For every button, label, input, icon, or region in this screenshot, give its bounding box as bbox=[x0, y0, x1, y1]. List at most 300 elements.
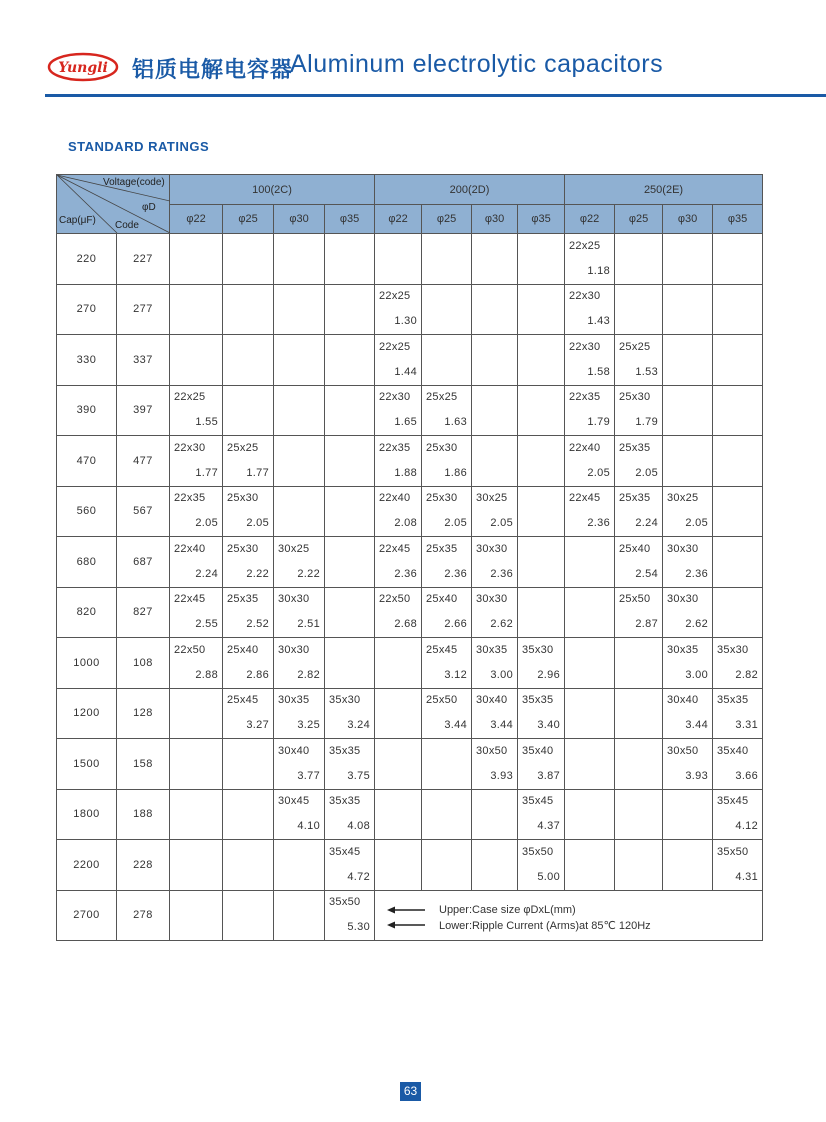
rating-cell bbox=[274, 284, 325, 335]
case-size: 35x35 bbox=[329, 795, 361, 808]
rating-cell bbox=[223, 486, 274, 537]
rating-cell bbox=[274, 486, 325, 537]
ripple-current: 1.86 bbox=[444, 466, 467, 479]
rating-cell bbox=[472, 486, 518, 537]
legend-lower bbox=[387, 919, 651, 932]
legend-cell bbox=[375, 890, 763, 941]
ripple-current: 1.79 bbox=[587, 416, 610, 429]
rating-cell bbox=[274, 234, 325, 285]
table-row bbox=[57, 840, 763, 891]
ripple-current: 2.05 bbox=[490, 517, 513, 530]
case-size: 22x35 bbox=[174, 492, 206, 505]
case-size: 30x40 bbox=[667, 694, 699, 707]
rating-cell bbox=[375, 739, 422, 790]
yungli-logo bbox=[47, 52, 119, 82]
rating-cell bbox=[422, 789, 472, 840]
ripple-current: 2.82 bbox=[297, 668, 320, 681]
table-row bbox=[57, 638, 763, 689]
case-size: 25x40 bbox=[426, 593, 458, 606]
capacitance-cell: 560 bbox=[57, 486, 117, 537]
rating-cell bbox=[325, 436, 375, 487]
rating-cell bbox=[663, 385, 713, 436]
rating-cell bbox=[422, 537, 472, 588]
ripple-current: 1.79 bbox=[635, 416, 658, 429]
case-size: 22x35 bbox=[379, 441, 411, 454]
case-size: 22x30 bbox=[379, 391, 411, 404]
table-row bbox=[57, 587, 763, 638]
ripple-current: 2.36 bbox=[490, 567, 513, 580]
capacitance-cell: 2700 bbox=[57, 890, 117, 941]
table-row bbox=[57, 890, 763, 941]
rating-cell bbox=[565, 385, 615, 436]
rating-cell bbox=[663, 638, 713, 689]
rating-cell bbox=[422, 587, 472, 638]
legend-upper bbox=[387, 904, 576, 916]
rating-cell bbox=[615, 486, 663, 537]
capacitance-cell: 1800 bbox=[57, 789, 117, 840]
rating-cell bbox=[615, 638, 663, 689]
rating-cell bbox=[274, 587, 325, 638]
ripple-current: 2.36 bbox=[394, 567, 417, 580]
case-size: 30x30 bbox=[667, 593, 699, 606]
rating-cell bbox=[518, 688, 565, 739]
table-row bbox=[57, 385, 763, 436]
rating-cell bbox=[713, 688, 763, 739]
ripple-current: 4.37 bbox=[537, 820, 560, 833]
rating-cell bbox=[615, 789, 663, 840]
rating-cell bbox=[325, 385, 375, 436]
ripple-current: 3.00 bbox=[685, 668, 708, 681]
ripple-current: 3.00 bbox=[490, 668, 513, 681]
rating-cell bbox=[472, 587, 518, 638]
rating-cell bbox=[170, 587, 223, 638]
ripple-current: 1.65 bbox=[394, 416, 417, 429]
case-size: 25x30 bbox=[426, 441, 458, 454]
code-cell: 278 bbox=[117, 890, 170, 941]
voltage-group-header: 200(2D) bbox=[375, 175, 565, 205]
rating-cell bbox=[325, 486, 375, 537]
rating-cell bbox=[325, 284, 375, 335]
case-size: 30x35 bbox=[476, 643, 508, 656]
ripple-current: 2.55 bbox=[195, 618, 218, 631]
ripple-current: 2.05 bbox=[587, 466, 610, 479]
rating-cell bbox=[713, 789, 763, 840]
rating-cell bbox=[615, 587, 663, 638]
rating-cell bbox=[422, 638, 472, 689]
ripple-current: 4.10 bbox=[297, 820, 320, 833]
ripple-current: 1.30 bbox=[394, 315, 417, 328]
table-row bbox=[57, 688, 763, 739]
case-size: 30x40 bbox=[476, 694, 508, 707]
ripple-current: 3.77 bbox=[297, 769, 320, 782]
rating-cell bbox=[170, 840, 223, 891]
rating-cell bbox=[713, 587, 763, 638]
diameter-header: φ22 bbox=[375, 205, 422, 234]
case-size: 22x40 bbox=[569, 441, 601, 454]
code-cell: 227 bbox=[117, 234, 170, 285]
case-size: 30x35 bbox=[278, 694, 310, 707]
diameter-label: φD bbox=[142, 202, 156, 213]
code-cell: 477 bbox=[117, 436, 170, 487]
rating-cell bbox=[170, 335, 223, 386]
table-row bbox=[57, 436, 763, 487]
title-english: Aluminum electrolytic capacitors bbox=[290, 50, 664, 78]
case-size: 25x35 bbox=[619, 441, 651, 454]
ripple-current: 4.31 bbox=[735, 870, 759, 883]
case-size: 30x50 bbox=[667, 744, 699, 757]
rating-cell bbox=[422, 385, 472, 436]
table-row bbox=[57, 335, 763, 386]
rating-cell bbox=[375, 486, 422, 537]
rating-cell bbox=[565, 234, 615, 285]
rating-cell bbox=[713, 436, 763, 487]
case-size: 30x50 bbox=[476, 744, 508, 757]
rating-cell bbox=[325, 890, 375, 941]
rating-cell bbox=[170, 436, 223, 487]
rating-cell bbox=[663, 486, 713, 537]
rating-cell bbox=[325, 234, 375, 285]
rating-cell bbox=[170, 234, 223, 285]
rating-cell bbox=[223, 688, 274, 739]
page-number: 63 bbox=[400, 1082, 421, 1101]
rating-cell bbox=[472, 789, 518, 840]
case-size: 22x30 bbox=[569, 340, 601, 353]
rating-cell bbox=[375, 587, 422, 638]
rating-cell bbox=[223, 789, 274, 840]
ripple-current: 3.44 bbox=[685, 719, 708, 732]
ripple-current: 4.12 bbox=[735, 820, 759, 833]
rating-cell bbox=[170, 486, 223, 537]
rating-cell bbox=[375, 537, 422, 588]
case-size: 22x50 bbox=[379, 593, 411, 606]
rating-cell bbox=[325, 335, 375, 386]
ripple-current: 3.75 bbox=[347, 769, 370, 782]
code-cell: 188 bbox=[117, 789, 170, 840]
rating-cell bbox=[565, 587, 615, 638]
svg-text:Yungli: Yungli bbox=[58, 60, 108, 76]
rating-cell bbox=[565, 284, 615, 335]
ripple-current: 1.44 bbox=[394, 365, 417, 378]
rating-cell bbox=[375, 840, 422, 891]
rating-cell bbox=[274, 890, 325, 941]
ripple-current: 1.18 bbox=[587, 264, 610, 277]
rating-cell bbox=[615, 385, 663, 436]
rating-cell bbox=[472, 739, 518, 790]
code-cell: 277 bbox=[117, 284, 170, 335]
rating-cell bbox=[325, 587, 375, 638]
rating-cell bbox=[615, 335, 663, 386]
ripple-current: 3.27 bbox=[246, 719, 269, 732]
rating-cell bbox=[375, 385, 422, 436]
case-size: 25x50 bbox=[426, 694, 458, 707]
rating-cell bbox=[223, 739, 274, 790]
rating-cell bbox=[518, 537, 565, 588]
ripple-current: 2.05 bbox=[195, 517, 218, 530]
ripple-current: 3.24 bbox=[347, 719, 370, 732]
code-cell: 158 bbox=[117, 739, 170, 790]
case-size: 25x25 bbox=[426, 391, 458, 404]
diameter-header: φ22 bbox=[170, 205, 223, 234]
capacitance-cell: 1200 bbox=[57, 688, 117, 739]
rating-cell bbox=[565, 739, 615, 790]
ripple-current: 5.00 bbox=[537, 870, 560, 883]
ripple-current: 1.43 bbox=[587, 315, 610, 328]
case-size: 25x30 bbox=[426, 492, 458, 505]
ripple-current: 2.24 bbox=[195, 567, 218, 580]
rating-cell bbox=[223, 284, 274, 335]
ripple-current: 2.62 bbox=[490, 618, 513, 631]
rating-cell bbox=[274, 335, 325, 386]
case-size: 22x25 bbox=[569, 239, 601, 252]
ripple-current: 3.12 bbox=[444, 668, 467, 681]
rating-cell bbox=[615, 840, 663, 891]
rating-cell bbox=[663, 284, 713, 335]
rating-cell bbox=[713, 234, 763, 285]
case-size: 35x50 bbox=[717, 845, 749, 858]
case-size: 25x30 bbox=[619, 391, 651, 404]
case-size: 22x45 bbox=[174, 593, 206, 606]
rating-cell bbox=[274, 385, 325, 436]
diameter-header: φ35 bbox=[713, 205, 763, 234]
rating-cell bbox=[663, 335, 713, 386]
case-size: 35x30 bbox=[717, 643, 749, 656]
rating-cell bbox=[518, 789, 565, 840]
rating-cell bbox=[713, 284, 763, 335]
diameter-header: φ25 bbox=[223, 205, 274, 234]
case-size: 25x30 bbox=[227, 492, 259, 505]
table-row bbox=[57, 739, 763, 790]
ripple-current: 2.87 bbox=[635, 618, 658, 631]
case-size: 30x35 bbox=[667, 643, 699, 656]
case-size: 35x30 bbox=[522, 643, 554, 656]
code-cell: 687 bbox=[117, 537, 170, 588]
rating-cell bbox=[518, 436, 565, 487]
rating-cell bbox=[565, 436, 615, 487]
rating-cell bbox=[518, 840, 565, 891]
rating-cell bbox=[274, 688, 325, 739]
rating-cell bbox=[375, 688, 422, 739]
case-size: 30x30 bbox=[476, 593, 508, 606]
case-size: 22x40 bbox=[174, 542, 206, 555]
cap-label: Cap(μF) bbox=[59, 215, 96, 226]
ripple-current: 2.05 bbox=[685, 517, 708, 530]
rating-cell bbox=[223, 537, 274, 588]
rating-cell bbox=[422, 840, 472, 891]
rating-cell bbox=[663, 739, 713, 790]
ripple-current: 2.05 bbox=[444, 517, 467, 530]
ripple-current: 3.66 bbox=[735, 769, 759, 782]
rating-cell bbox=[223, 840, 274, 891]
rating-cell bbox=[422, 234, 472, 285]
rating-cell bbox=[713, 335, 763, 386]
diameter-header: φ30 bbox=[274, 205, 325, 234]
ripple-current: 2.51 bbox=[297, 618, 320, 631]
ripple-current: 2.36 bbox=[685, 567, 708, 580]
case-size: 22x25 bbox=[379, 290, 411, 303]
rating-cell bbox=[375, 234, 422, 285]
rating-cell bbox=[422, 335, 472, 386]
ripple-current: 2.24 bbox=[635, 517, 658, 530]
rating-cell bbox=[615, 284, 663, 335]
voltage-group-header: 250(2E) bbox=[565, 175, 763, 205]
rating-cell bbox=[170, 537, 223, 588]
case-size: 22x35 bbox=[569, 391, 601, 404]
case-size: 22x40 bbox=[379, 492, 411, 505]
rating-cell bbox=[325, 789, 375, 840]
ripple-current: 3.93 bbox=[685, 769, 708, 782]
capacitance-cell: 220 bbox=[57, 234, 117, 285]
diameter-header: φ30 bbox=[663, 205, 713, 234]
ripple-current: 2.88 bbox=[195, 668, 218, 681]
rating-cell bbox=[170, 688, 223, 739]
case-size: 25x25 bbox=[227, 441, 259, 454]
rating-cell bbox=[663, 688, 713, 739]
ripple-current: 2.36 bbox=[587, 517, 610, 530]
rating-cell bbox=[663, 840, 713, 891]
ripple-current: 1.58 bbox=[587, 365, 610, 378]
case-size: 22x45 bbox=[569, 492, 601, 505]
rating-cell bbox=[615, 739, 663, 790]
rating-cell bbox=[472, 385, 518, 436]
code-cell: 827 bbox=[117, 587, 170, 638]
ripple-current: 4.72 bbox=[347, 870, 370, 883]
rating-cell bbox=[325, 537, 375, 588]
table-corner-header bbox=[57, 175, 170, 234]
diameter-header: φ30 bbox=[472, 205, 518, 234]
rating-cell bbox=[565, 789, 615, 840]
rating-cell bbox=[713, 840, 763, 891]
ripple-current: 2.82 bbox=[735, 668, 759, 681]
ripple-current: 2.05 bbox=[246, 517, 269, 530]
case-size: 30x30 bbox=[278, 593, 310, 606]
rating-cell bbox=[472, 436, 518, 487]
code-cell: 397 bbox=[117, 385, 170, 436]
case-size: 25x50 bbox=[619, 593, 651, 606]
rating-cell bbox=[713, 486, 763, 537]
rating-cell bbox=[422, 486, 472, 537]
rating-cell bbox=[472, 537, 518, 588]
capacitance-cell: 390 bbox=[57, 385, 117, 436]
capacitance-cell: 820 bbox=[57, 587, 117, 638]
rating-cell bbox=[472, 638, 518, 689]
ripple-current: 2.36 bbox=[444, 567, 467, 580]
code-cell: 337 bbox=[117, 335, 170, 386]
header-rule bbox=[45, 94, 826, 97]
legend-text: Upper:Case size φDxL(mm) bbox=[439, 903, 576, 916]
section-title: STANDARD RATINGS bbox=[68, 139, 210, 154]
ripple-current: 1.77 bbox=[195, 466, 218, 479]
capacitance-cell: 270 bbox=[57, 284, 117, 335]
rating-cell bbox=[565, 688, 615, 739]
rating-cell bbox=[565, 840, 615, 891]
case-size: 30x45 bbox=[278, 795, 310, 808]
ripple-current: 2.66 bbox=[444, 618, 467, 631]
ripple-current: 3.87 bbox=[537, 769, 560, 782]
case-size: 30x30 bbox=[278, 643, 310, 656]
ripple-current: 3.44 bbox=[444, 719, 467, 732]
case-size: 25x45 bbox=[426, 643, 458, 656]
code-label: Code bbox=[115, 220, 139, 231]
rating-cell bbox=[713, 385, 763, 436]
rating-cell bbox=[518, 234, 565, 285]
ripple-current: 2.54 bbox=[635, 567, 658, 580]
rating-cell bbox=[663, 436, 713, 487]
rating-cell bbox=[713, 638, 763, 689]
case-size: 25x35 bbox=[227, 593, 259, 606]
rating-cell bbox=[472, 335, 518, 386]
rating-cell bbox=[274, 789, 325, 840]
rating-cell bbox=[223, 436, 274, 487]
ripple-current: 2.05 bbox=[635, 466, 658, 479]
table-row bbox=[57, 789, 763, 840]
rating-cell bbox=[565, 335, 615, 386]
rating-cell bbox=[375, 789, 422, 840]
rating-cell bbox=[615, 234, 663, 285]
capacitance-cell: 680 bbox=[57, 537, 117, 588]
rating-cell bbox=[325, 638, 375, 689]
rating-cell bbox=[518, 284, 565, 335]
arrow-left-icon bbox=[387, 906, 425, 914]
rating-cell bbox=[518, 587, 565, 638]
ripple-current: 2.22 bbox=[297, 567, 320, 580]
rating-cell bbox=[274, 739, 325, 790]
ripple-current: 2.96 bbox=[537, 668, 560, 681]
case-size: 22x50 bbox=[174, 643, 206, 656]
rating-cell bbox=[422, 436, 472, 487]
rating-cell bbox=[375, 638, 422, 689]
ripple-current: 2.62 bbox=[685, 618, 708, 631]
ripple-current: 5.30 bbox=[347, 921, 370, 934]
rating-cell bbox=[170, 890, 223, 941]
rating-cell bbox=[274, 840, 325, 891]
rating-cell bbox=[422, 739, 472, 790]
rating-cell bbox=[223, 890, 274, 941]
rating-cell bbox=[663, 789, 713, 840]
rating-cell bbox=[615, 436, 663, 487]
case-size: 22x45 bbox=[379, 542, 411, 555]
capacitance-cell: 1500 bbox=[57, 739, 117, 790]
case-size: 35x45 bbox=[717, 795, 749, 808]
case-size: 30x25 bbox=[667, 492, 699, 505]
capacitance-cell: 330 bbox=[57, 335, 117, 386]
rating-cell bbox=[518, 486, 565, 537]
case-size: 35x50 bbox=[522, 845, 554, 858]
table-row bbox=[57, 284, 763, 335]
table-row bbox=[57, 486, 763, 537]
rating-cell bbox=[223, 234, 274, 285]
case-size: 30x25 bbox=[278, 542, 310, 555]
rating-cell bbox=[663, 234, 713, 285]
case-size: 35x35 bbox=[717, 694, 749, 707]
case-size: 35x40 bbox=[522, 744, 554, 757]
rating-cell bbox=[518, 335, 565, 386]
rating-cell bbox=[518, 739, 565, 790]
rating-cell bbox=[274, 436, 325, 487]
rating-cell bbox=[325, 688, 375, 739]
rating-cell bbox=[223, 638, 274, 689]
case-size: 35x50 bbox=[329, 896, 361, 909]
case-size: 25x45 bbox=[227, 694, 259, 707]
code-cell: 228 bbox=[117, 840, 170, 891]
rating-cell bbox=[170, 284, 223, 335]
ripple-current: 3.44 bbox=[490, 719, 513, 732]
case-size: 22x30 bbox=[174, 441, 206, 454]
diameter-header: φ35 bbox=[518, 205, 565, 234]
ripple-current: 2.08 bbox=[394, 517, 417, 530]
ripple-current: 2.52 bbox=[246, 618, 269, 631]
case-size: 22x25 bbox=[174, 391, 206, 404]
code-cell: 108 bbox=[117, 638, 170, 689]
